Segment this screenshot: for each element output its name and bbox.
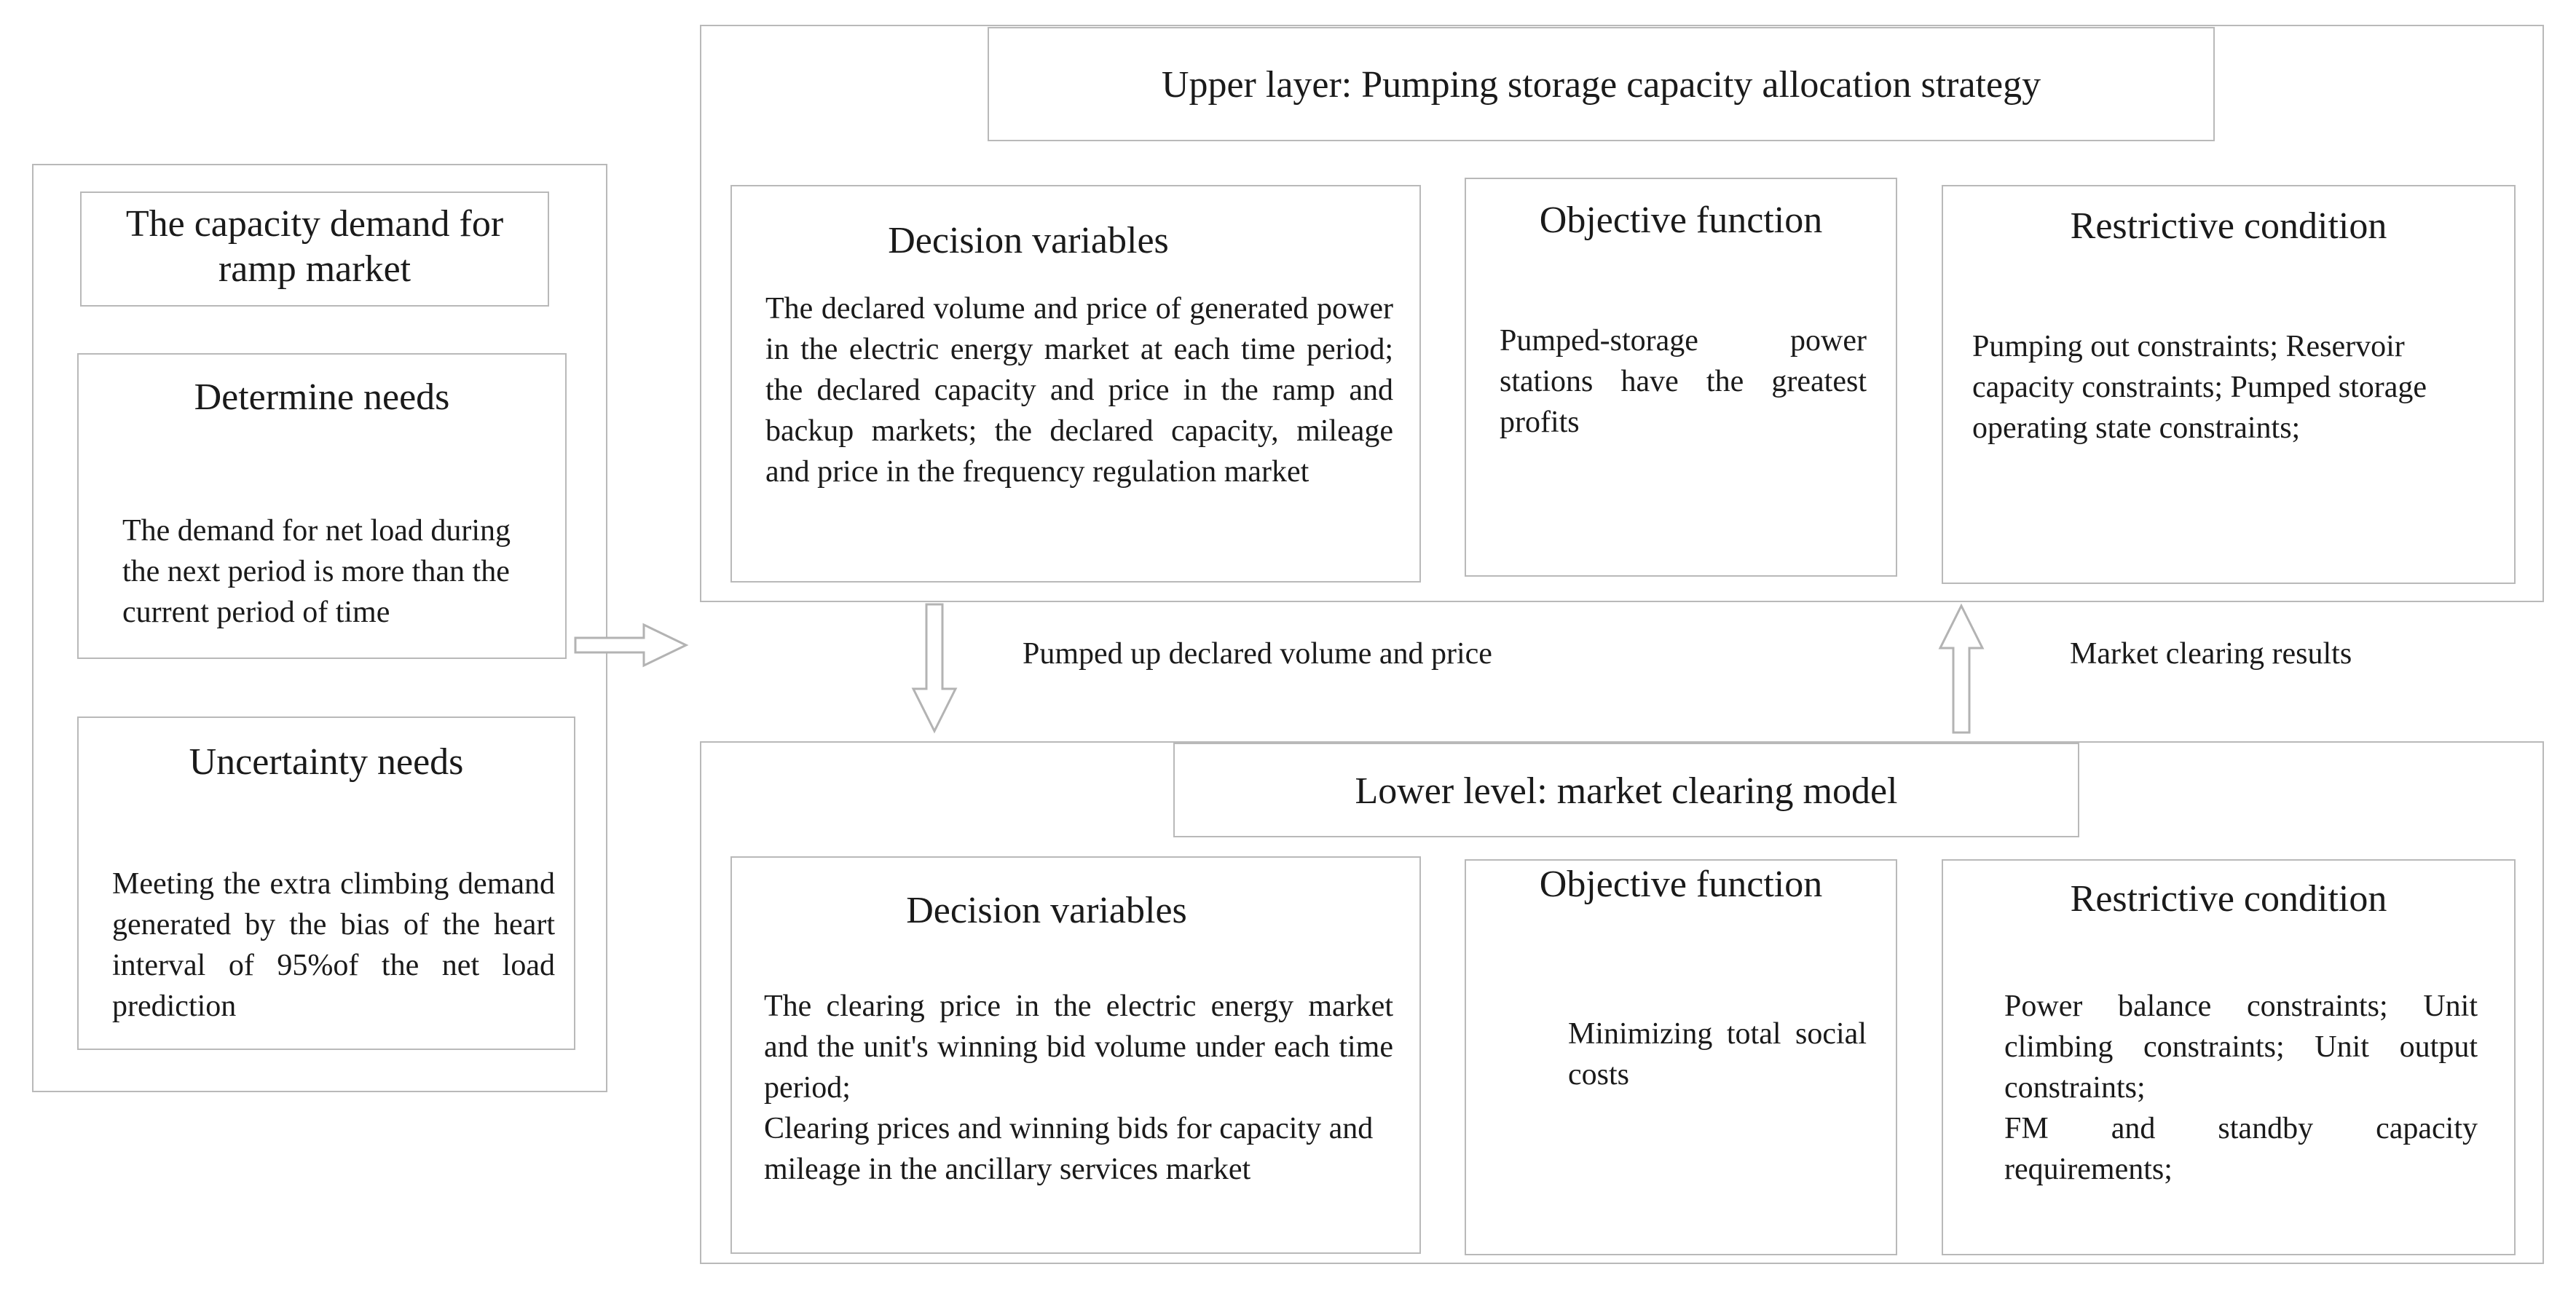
- upper-layer-panel: [700, 25, 2544, 602]
- uncertainty-needs-title: Uncertainty needs: [189, 741, 464, 783]
- up-arrow: [1939, 603, 1984, 734]
- upper-layer-title: Upper layer: Pumping storage capacity allocation strategy: [1161, 64, 2041, 106]
- upper-restrictive-condition-title: Restrictive condition: [2070, 205, 2387, 247]
- upper-decision-variables-text: The declared volume and price of generated power in the electric energy market at each time period; the declared capacity and price in the ramp and backup markets; the declared capacity, mileage and price in the frequency regulation market: [765, 292, 1393, 489]
- ramp-market-demand-title: The capacity demand for ramp market: [125, 203, 504, 290]
- lower-objective-function-title: Objective function: [1539, 864, 1823, 905]
- lower-decision-variables-text-1: The clearing price in the electric energy market and the unit's winning bid volume under each time period;: [764, 990, 1393, 1105]
- ramp-market-demand-title-box: [80, 192, 549, 307]
- right-arrow: [574, 623, 690, 667]
- lower-level-title: Lower level: market clearing model: [1355, 770, 1898, 812]
- upper-objective-function-title: Objective function: [1539, 200, 1823, 241]
- lower-restrictive-condition-box: [1942, 859, 2516, 1255]
- lower-restrictive-condition-title: Restrictive condition: [2070, 878, 2387, 920]
- lower-decision-variables-text-2: Clearing prices and winning bids for capacity and mileage in the ancillary services market: [764, 1112, 1374, 1186]
- upper-restrictive-condition-box: [1942, 185, 2516, 584]
- upper-restrictive-condition-text: Pumping out constraints; Reservoir capacity constraints; Pumped storage operating state constraints;: [1972, 330, 2427, 445]
- upper-layer-title-box: [988, 27, 2215, 141]
- upper-decision-variables-title: Decision variables: [888, 220, 1169, 261]
- determine-needs-text: The demand for net load during the next period is more than the current period of time: [122, 514, 511, 629]
- lower-restrictive-condition-text: [2004, 986, 2478, 1190]
- lower-decision-variables-box: [730, 856, 1421, 1254]
- upper-objective-function-text: Pumped-storage power stations have the greatest profits: [1500, 324, 1867, 439]
- lower-objective-function-box: [1465, 859, 1897, 1255]
- ramp-market-demand-panel: [32, 164, 607, 1092]
- lower-restrictive-condition-text-1: Power balance constraints; Unit climbing constraints; Unit output constraints;: [2004, 990, 2478, 1105]
- down-arrow-label: Pumped up declared volume and price: [1023, 637, 1492, 671]
- lower-level-panel: [700, 741, 2544, 1264]
- lower-decision-variables-title: Decision variables: [906, 890, 1187, 931]
- lower-restrictive-condition-text-2: FM and standby capacity requirements;: [2004, 1112, 2478, 1186]
- upper-objective-function-box: [1465, 178, 1897, 577]
- lower-decision-variables-text: [764, 986, 1393, 1190]
- determine-needs-title: Determine needs: [194, 376, 450, 418]
- uncertainty-needs-text: Meeting the extra climbing demand generated by the bias of the heart interval of 95%of the net load prediction: [112, 867, 555, 1023]
- up-arrow-label: Market clearing results: [2070, 637, 2352, 671]
- uncertainty-needs-box: [77, 716, 575, 1050]
- lower-objective-function-text: Minimizing total social costs: [1568, 1017, 1867, 1091]
- upper-decision-variables-box: [730, 185, 1421, 583]
- lower-level-title-box: [1173, 743, 2079, 837]
- determine-needs-box: [77, 353, 567, 659]
- down-arrow: [912, 603, 957, 734]
